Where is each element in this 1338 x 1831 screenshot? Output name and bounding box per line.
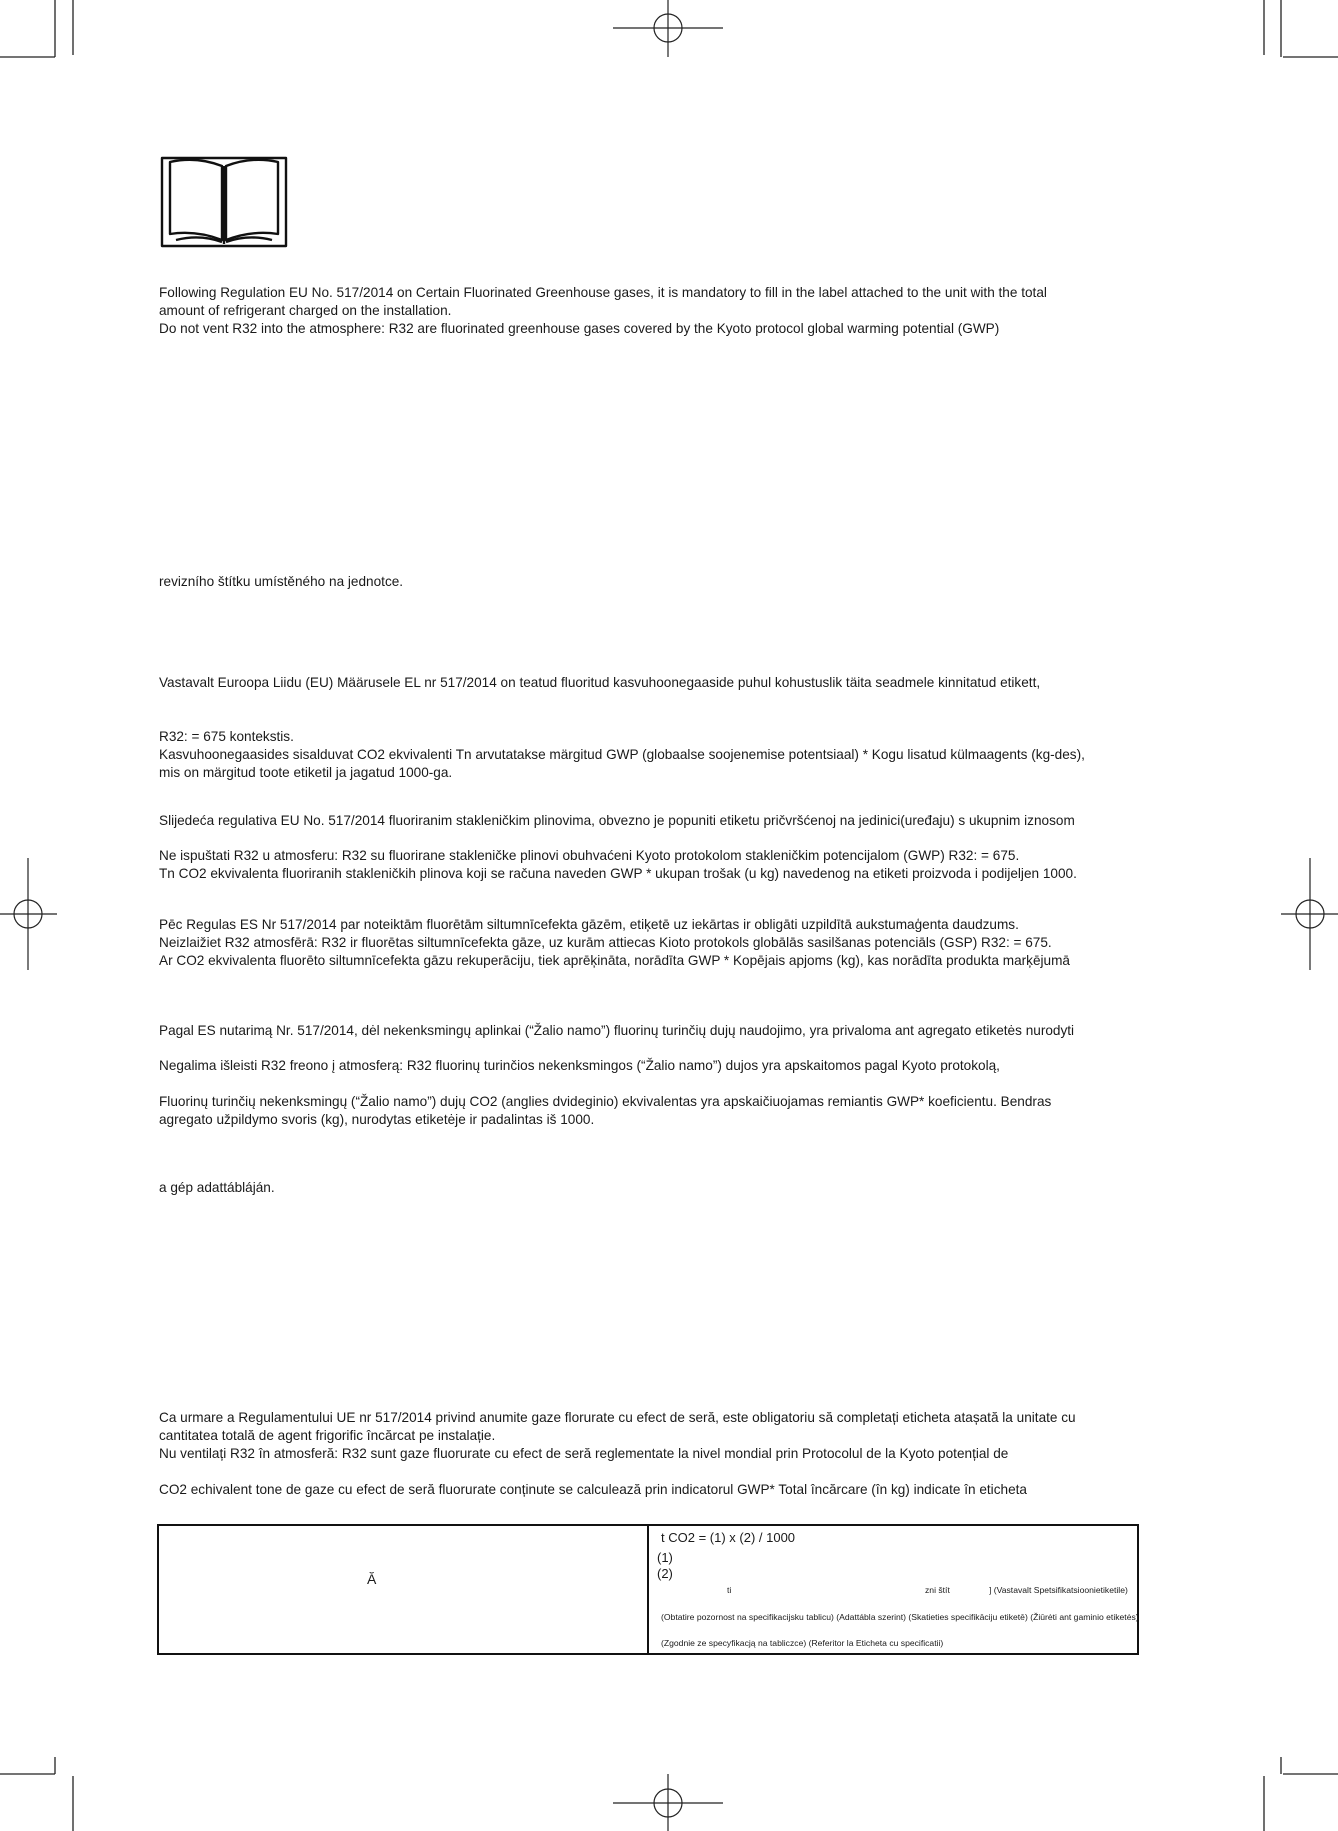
- text-line: Ca urmare a Regulamentului UE nr 517/2014 privind anumite gaze florurate cu efect de seră, este obligatoriu să completați eticheta atașată la unitate cu: [159, 1410, 1076, 1425]
- registration-mark-icon-left: [0, 858, 57, 970]
- text-line: mis on märgitud toote etiketil ja jagatud 1000-ga.: [159, 765, 453, 780]
- text-line: Tn CO2 ekvivalenta fluoriranih stakleničkih plinova koji se računa naveden GWP * ukupan trošak (u kg) navedenog na etiketi proizvoda i podijeljen 1000.: [159, 866, 1077, 881]
- paragraph-et-2: [159, 728, 1139, 782]
- paragraph-cs: [159, 573, 1139, 591]
- paragraph-hr-2: [159, 847, 1139, 883]
- paragraph-hu: [159, 1179, 1139, 1197]
- paragraph-hr: [159, 812, 1139, 830]
- registration-mark-icon-right: [1281, 858, 1338, 970]
- text-line: Neizlaižiet R32 atmosfērā: R32 ir fluorētas siltumnīcefekta gāze, uz kurām attiecas Kioto protokols globālās sasilšanas potenciāls (GSP) R32: = 675.: [159, 935, 1052, 950]
- paragraph-lv: [159, 916, 1139, 970]
- text-line: Negalima išleisti R32 freono į atmosferą: R32 fluorinų turinčios nekenksmingos (“Žalio namo”) dujos yra apskaitomos pagal Kyoto protokolą,: [159, 1058, 1000, 1073]
- text-line: Nu ventilați R32 în atmosferă: R32 sunt gaze fluorurate cu efect de seră reglementate la nivel mondial prin Protocolul de la Kyoto potențial de: [159, 1446, 1009, 1461]
- table-note-b: (Obtatire pozornost na specifikacijsku tablicu) (Adattábla szerint) (Skatieties specifikāciju etiketē) (Žiūrėti ant gaminio etiketės): [661, 1612, 1139, 1622]
- text-line: Fluorinų turinčių nekenksmingų (“Žalio namo”) dujų CO2 (anglies dvideginio) ekvivalentas yra apskaičiuojamas remiantis GWP* koeficientu. Bendras: [159, 1094, 1052, 1109]
- text-line: agregato užpildymo svoris (kg), nurodytas etiketėje ir padalintas iš 1000.: [159, 1112, 595, 1127]
- formula-item-2: (2): [657, 1566, 673, 1581]
- text-line: cantitatea totală de agent frigorific încărcat pe instalație.: [159, 1428, 496, 1443]
- text-line: Do not vent R32 into the atmosphere: R32 are fluorinated greenhouse gases covered by the Kyoto protocol global warming potential (GWP): [159, 321, 1000, 336]
- paragraph-et: [159, 674, 1139, 692]
- text-line: Slijedeća regulativa EU No. 517/2014 fluoriranim stakleničkim plinovima, obvezno je popuniti etiketu pričvršćenoj na jedinici(uređaju) s ukupnim iznosom: [159, 813, 1075, 828]
- table-note-a1: ti: [727, 1585, 732, 1595]
- text-line: Following Regulation EU No. 517/2014 on Certain Fluorinated Greenhouse gases, it is mandatory to fill in the label attached to the unit with the total: [159, 285, 1047, 300]
- paragraph-ro-2: [159, 1481, 1139, 1499]
- text-line: Pagal ES nutarimą Nr. 517/2014, dėl nekenksmingų aplinkai (“Žalio namo”) fluorinų turinčių dujų naudojimo, yra privaloma ant agregato etiketės nurodyti: [159, 1023, 1075, 1038]
- paragraph-lt-3: [159, 1093, 1139, 1129]
- text-line: revizního štítku umístěného na jednotce.: [159, 574, 404, 589]
- text-line: R32: = 675 kontekstis.: [159, 729, 294, 744]
- registration-mark-icon-top: [613, 0, 723, 57]
- paragraph-en: [159, 284, 1139, 338]
- formula-text: t CO2 = (1) x (2) / 1000: [661, 1530, 796, 1545]
- text-line: Vastavalt Euroopa Liidu (EU) Määrusele EL nr 517/2014 on teatud fluoritud kasvuhoonegaaside puhul kohustuslik täita seadmele kinnitatud etikett,: [159, 675, 1041, 690]
- text-line: Ar CO2 ekvivalenta fluorēto siltumnīcefekta gāzu rekuperāciju, tiek aprēķināta, norādīta GWP * Kopējais apjoms (kg), kas norādīta produkta marķējumā: [159, 953, 1070, 968]
- table-note-a2: zni štít: [925, 1585, 950, 1595]
- table-left-label: Ă: [367, 1571, 377, 1587]
- open-book-icon: [160, 154, 288, 250]
- text-line: amount of refrigerant charged on the installation.: [159, 303, 452, 318]
- registration-mark-icon-bottom: [613, 1774, 723, 1831]
- co2-calculation-table: [157, 1524, 1139, 1655]
- paragraph-lt-1: [159, 1022, 1139, 1040]
- table-left-cell: [159, 1526, 649, 1653]
- text-line: Pēc Regulas ES Nr 517/2014 par noteiktām fluorētām siltumnīcefekta gāzēm, etiķetē uz iekārtas ir obligāti uzpildītā aukstumaģenta daudzums.: [159, 917, 1019, 932]
- table-right-cell: [649, 1526, 1137, 1653]
- paragraph-lt-2: [159, 1057, 1139, 1075]
- text-line: a gép adattábláján.: [159, 1180, 275, 1195]
- paragraph-ro-1: [159, 1409, 1139, 1463]
- formula-item-1: (1): [657, 1550, 673, 1565]
- text-line: CO2 echivalent tone de gaze cu efect de seră fluorurate conținute se calculează prin indicatorul GWP* Total încărcare (în kg) indicate în eticheta: [159, 1482, 1027, 1497]
- table-note-c: (Zgodnie ze specyfikacją na tabliczce) (Referitor la Eticheta cu specificatii): [661, 1638, 944, 1648]
- text-line: Ne ispuštati R32 u atmosferu: R32 su fluorirane stakleničke plinovi obuhvaćeni Kyoto protokolom stakleničkim potencijalom (GWP) R32: = 675.: [159, 848, 1020, 863]
- text-line: Kasvuhoonegaasides sisalduvat CO2 ekvivalenti Tn arvutatakse märgitud GWP (globaalse soojenemise potentsiaal) * Kogu lisatud külmaagents (kg-des),: [159, 747, 1085, 762]
- table-note-a3: ] (Vastavalt Spetsifikatsioonietiketile): [989, 1585, 1128, 1595]
